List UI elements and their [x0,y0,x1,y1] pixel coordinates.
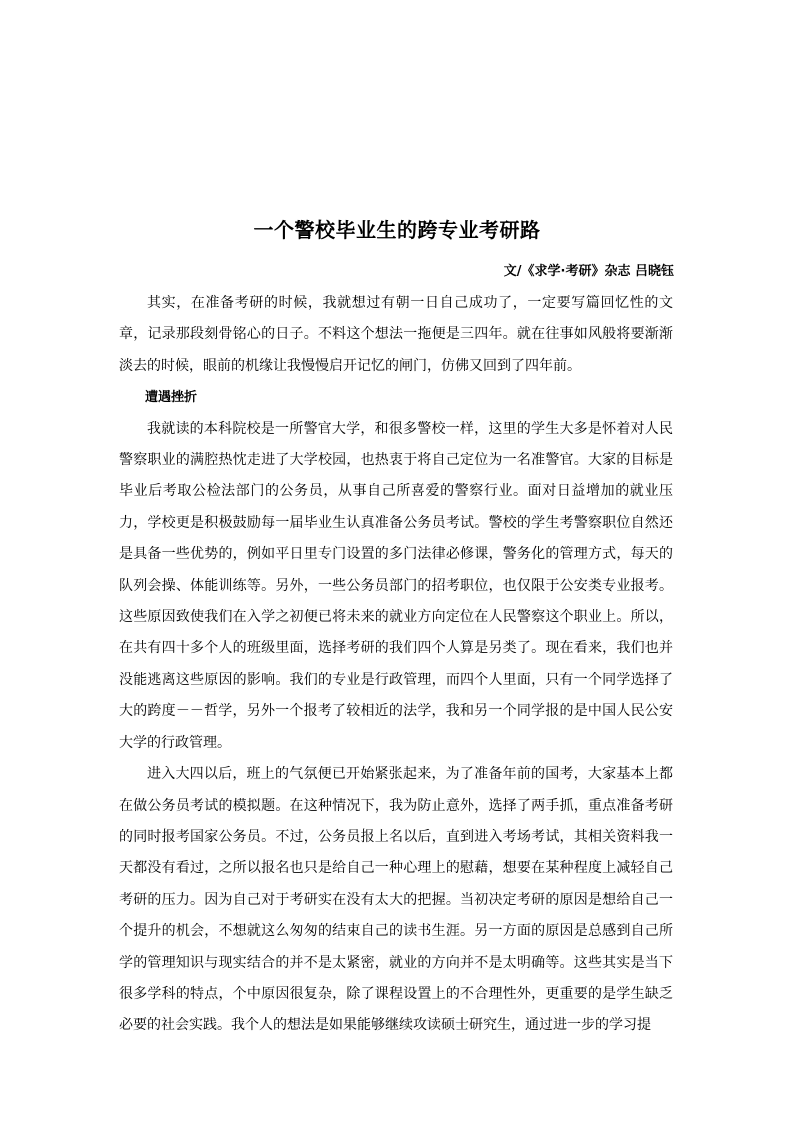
article-title: 一个警校毕业生的跨专业考研路 [253,218,541,242]
body-paragraph: 我就读的本科院校是一所警官大学，和很多警校一样，这里的学生大多是怀着对人民警察职业的满腔热忱走进了大学校园，也热衷于将自己定位为一名准警官。大家的目标是毕业后考取公检法部门的公务员，从事自己所喜爱的警察行业。面对日益增加的就业压力，学校更是积极鼓励每一届毕业生认真准备公务员考试。警校的学生考警察职位自然还是具备一些优势的，例如平日里专门设置的多门法律必修课，警务化的管理方式，每天的队列会操、体能训练等。另外，一些公务员部门的招考职位，也仅限于公安类专业报考。这些原因致使我们在入学之初便已将未来的就业方向定位在人民警察这个职业上。所以，在共有四十多个人的班级里面，选择考研的我们四个人算是另类了。现在看来，我们也并没能逃离这些原因的影响。我们的专业是行政管理，而四个人里面，只有一个同学选择了大的跨度－－哲学，另外一个报考了较相近的法学，我和另一个同学报的是中国人民公安大学的行政管理。 [119,420,673,751]
article-byline: 文/《求学·考研》杂志 吕晓钰 [503,264,674,279]
article-body [119,288,673,1042]
body-paragraph: 进入大四以后，班上的气氛便已开始紧张起来，为了准备年前的国考，大家基本上都在做公务员考试的模拟题。在这种情况下，我为防止意外，选择了两手抓，重点准备考研的同时报考国家公务员。不过，公务员报上名以后，直到进入考场考试，其相关资料我一天都没有看过，之所以报名也只是给自己一种心理上的慰藉，想要在某种程度上减轻自己考研的压力。因为自己对于考研实在没有太大的把握。当初决定考研的原因是想给自己一个提升的机会，不想就这么匆匆的结束自己的读书生涯。另一方面的原因是总感到自己所学的管理知识与现实结合的并不是太紧密，就业的方向并不是太明确等。这些其实是当下很多学科的特点，个中原因很复杂，除了课程设置上的不合理性外，更重要的是学生缺乏必要的社会实践。我个人的想法是如果能够继续攻读硕士研究生，通过进一步的学习提 [119,766,673,1034]
section-heading: 遭遇挫折 [145,390,198,406]
intro-paragraph: 其实，在准备考研的时候，我就想过有朝一日自己成功了，一定要写篇回忆性的文章，记录那段刻骨铭心的日子。不料这个想法一拖便是三四年。就在往事如风般将要渐渐淡去的时候，眼前的机缘让我慢慢启开记忆的闸门，仿佛又回到了四年前。 [119,295,673,374]
